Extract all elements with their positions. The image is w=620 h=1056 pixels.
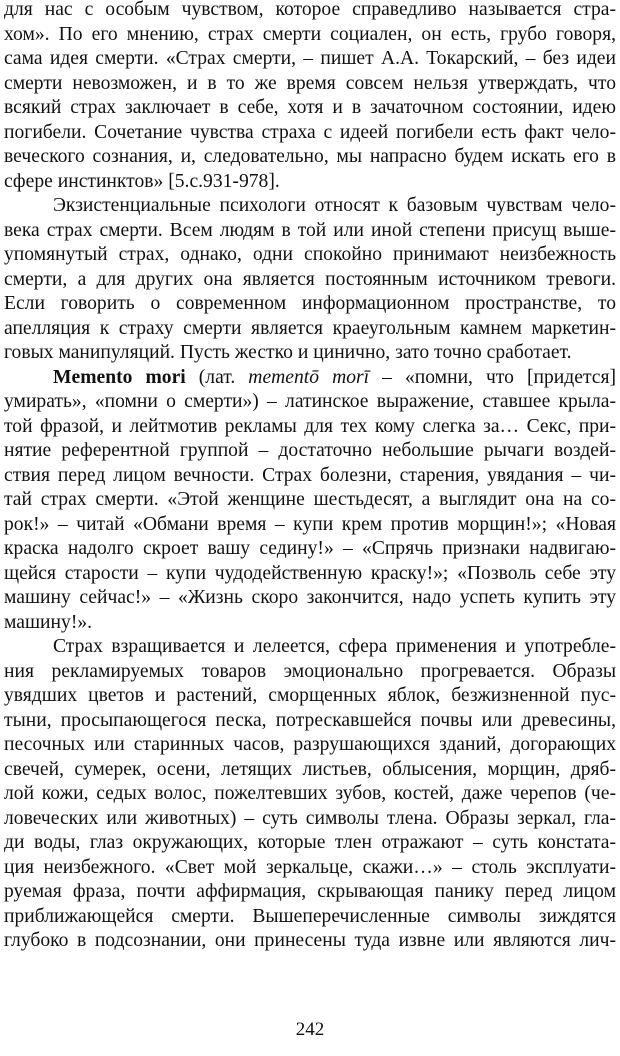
text-line [4,366,616,391]
text-line: апелляция к страху смерти является краеугольным камнем маркетин- [4,317,616,339]
text-line: погибели. Сочетание чувства страха с идеей погибели есть факт чело- [4,121,616,143]
text-line: краска надолго скроет вашу седину!» – «Спрячь признаки надвигаю- [4,538,616,559]
text-line: машину!». [4,611,93,633]
page-number: 242 [295,1019,325,1040]
text-line: тай страх смерти. «Этой женщине шестьдесят, а выглядит она на со- [4,489,616,510]
text-line: веческого сознания, и, следовательно, мы напрасно будем искать его в [4,146,616,167]
text-line: нятие референтной группой – достаточно небольшие рычаги воздей- [4,440,616,461]
text-line: хом». По его мнению, страх смерти социален, он есть, грубо говоря, [4,23,616,45]
text-line: глубоко в подсознании, они принесены туда извне или являются лич- [4,930,616,951]
text-line: рок!» – читай «Обмани время – купи крем против морщин!»; «Новая [4,513,616,535]
latin-phrase: mementō morī [248,366,370,388]
text-line: ния рекламируемых товаров эмоционально прогревается. Образы [4,660,616,682]
text-line: сфере инстинктов» [5.с.931-978]. [4,170,280,192]
text-line: ция неизбежного. «Свет мой зеркальце, скажи…» – столь эксплуати- [4,856,616,878]
text-line: лой кожи, седых волос, пожелтевших зубов, костей, даже черепов (че- [4,783,616,804]
text-line: ствия перед лицом вечности. Страх болезни, старения, увядания – чи- [4,464,616,486]
text-fragment: – «помни, что [придется] [369,366,616,388]
paragraph-1 [4,0,616,194]
text-line: смерти невозможен, и в то же время совсем нельзя утверждать, что [4,72,616,94]
text-line: века страх смерти. Всем людям в той или иной степени присущ выше- [4,219,616,241]
text-line: приближающейся смерти. Вышеперечисленные символы зиждятся [4,905,616,927]
text-line: ловеческих или животных) – суть символы тлена. Образы зеркал, гла- [4,807,616,829]
text-line: Страх взращивается и лелеется, сфера применения и употребле- [53,636,616,657]
text-line: ди воды, глаз окружающих, которые тлен отражают – суть констата- [4,832,616,853]
text-line: Если говорить о современном информационном пространстве, то [4,293,616,314]
text-line: упомянутый страх, однако, одни спокойно принимают неизбежность [4,244,616,265]
text-line: сама идея смерти. «Страх смерти, – пишет А.А. Токарский, – без идеи [4,48,616,69]
memento-mori-term: Memento mori [53,366,186,388]
text-line: той фразой, и лейтмотив рекламы для тех кому слегка за… Секс, при- [4,415,616,437]
text-line: говых манипуляций. Пусть жестко и цинично, зато точно сработает. [4,342,572,363]
paragraph-3 [4,366,616,636]
text-line: щейся старости – купи чудодейственную краску!»; «Позволь себе эту [4,562,616,584]
text-line: руемая фраза, почти аффирмация, скрывающая панику перед лицом [4,881,616,902]
text-line: смерти, а для других она является постоянным источником тревоги. [4,268,616,290]
body-text [4,0,616,954]
text-line: песочных или старинных часов, разрушающихся зданий, догорающих [4,734,616,755]
text-line: умирать», «помни о смерти») – латинское выражение, ставшее крыла- [4,391,616,412]
paragraph-4 [4,635,616,954]
text-fragment: (лат. [185,366,249,388]
text-line: для нас с особым чувством, которое справедливо называется стра- [4,0,616,20]
text-line: всякий страх заключает в себе, хотя и в зачаточном состоянии, идею [4,97,616,118]
text-line: машину сейчас!» – «Жизнь скоро закончится, надо успеть купить эту [4,587,616,608]
text-line: тыни, просыпающегося песка, потрескавшейся почвы или древесины, [4,709,616,731]
paragraph-2 [4,194,616,366]
text-line: Экзистенциальные психологи относят к базовым чувствам чело- [53,195,616,216]
text-line: увядших цветов и растений, сморщенных яблок, безжизненной пус- [4,685,616,706]
text-line: свечей, сумерек, осени, летящих листьев, облысения, морщин, дряб- [4,758,616,780]
